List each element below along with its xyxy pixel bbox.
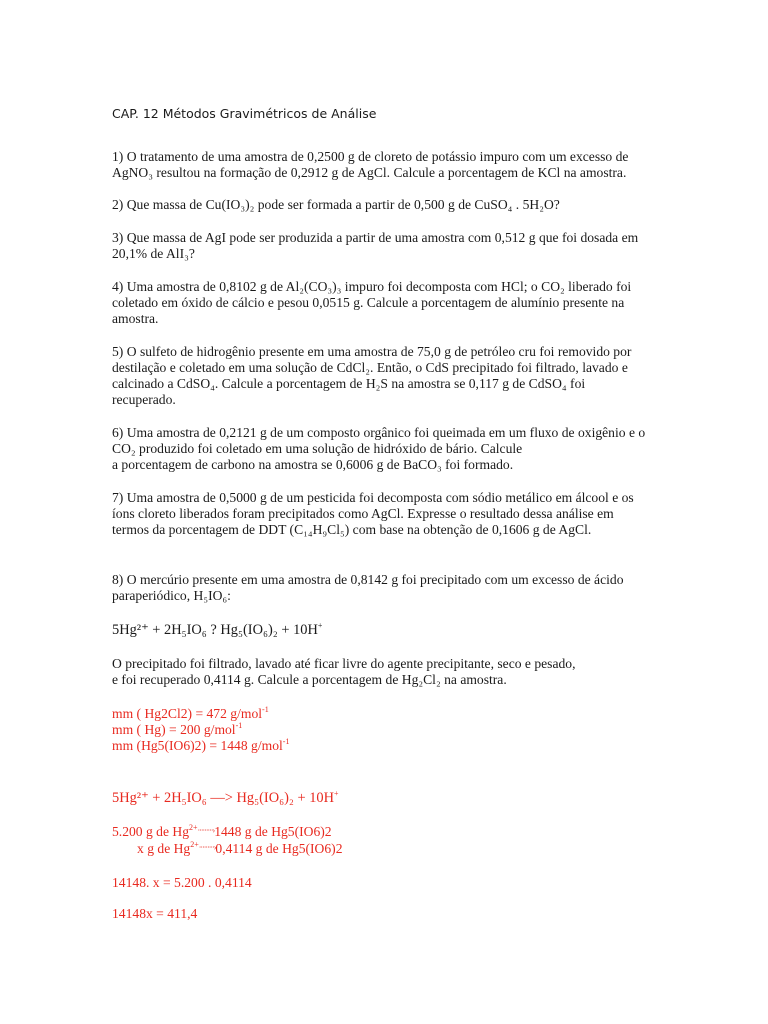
question-2-line-1: 2) Que massa de Cu(IO₃)₂ pode ser formada a partir de 0,500 g de CuSO₄ . 5H₂O? (112, 197, 560, 212)
molar-mass-hg5io62: mm (Hg5(IO6)2) = 1448 g/mol$^{-1}$ (112, 737, 290, 753)
question-1-line-2: AgNO₃ resultou na formação de 0,2912 g de AgCl. Calcule a porcentagem de KCl na amostra. (112, 165, 627, 180)
question-3-line-2: 20,1% de AlI₃? (112, 246, 195, 261)
solution-reaction-equation: 5Hg²⁺ + 2H₅IO₆ —> Hg₅(IO₆)₂ + 10H+ (112, 789, 339, 806)
question-8-line-2: paraperiódico, H₅IO₆: (112, 588, 231, 603)
question-8-line-1: 8) O mercúrio presente em uma amostra de 0,8142 g foi precipitado com um excesso de ácido (112, 572, 624, 587)
ratio-line-2: x g de $Hg^{2+\cdot\cdot\cdot\cdot\cdot\cdot\cdot\cdot\cdot›}0,4114$ g de Hg5(IO6)2 (137, 840, 343, 856)
question-5-line-1: 5) O sulfeto de hidrogênio presente em uma amostra de 75,0 g de petróleo cru foi removido por (112, 344, 632, 359)
question-4-line-3: amostra. (112, 311, 159, 326)
question-7-line-3: termos da porcentagem de DDT (C₁₄H₉Cl₅) com base na obtenção de 0,1606 g de AgCl. (112, 522, 592, 537)
question-6-line-1: 6) Uma amostra de 0,2121 g de um composto orgânico foi queimada em um fluxo de oxigênio e o (112, 425, 646, 440)
question-5-line-3: calcinado a CdSO₄. Calcule a porcentagem de H₂S na amostra se 0,117 g de CdSO₄ foi (112, 376, 586, 391)
question-7-line-2: íons cloreto liberados foram precipitados como AgCl. Expresse o resultado dessa análise em (112, 506, 614, 521)
question-4-line-2: coletado em óxido de cálcio e pesou 0,0515 g. Calcule a porcentagem de alumínio presente na (112, 295, 625, 310)
question-5-line-4: recuperado. (112, 392, 176, 407)
molar-mass-hg2cl2: mm ( Hg2Cl2) = 472 g/mol$^{-1}$ (112, 705, 269, 721)
ratio-line-1: 5.200 g de $Hg^{2+\cdot\cdot\cdot\cdot\cdot\cdot\cdot\cdot\cdot›}1448$ g de Hg5(IO6)2 (112, 823, 332, 839)
question-4-line-1: 4) Uma amostra de 0,8102 g de Al₂(CO₃)₃ impuro foi decomposta com HCl; o CO₂ liberado foi (112, 279, 632, 294)
question-3-line-1: 3) Que massa de AgI pode ser produzida a partir de uma amostra com 0,512 g que foi dosada em (112, 230, 639, 245)
question-8-paragraph-line-2: e foi recuperado 0,4114 g. Calcule a porcentagem de Hg₂Cl₂ na amostra. (112, 672, 507, 687)
molar-mass-hg: mm ( Hg) = 200 g/mol$^{-1}$ (112, 721, 243, 737)
question-1-line-1: 1) O tratamento de uma amostra de 0,2500 g de cloreto de potássio impuro com um excesso de (112, 149, 629, 164)
question-8-paragraph-line-1: O precipitado foi filtrado, lavado até ficar livre do agente precipitante, seco e pesado, (112, 656, 576, 671)
reaction-equation: 5Hg²⁺ + 2H₅IO₆ ? Hg₅(IO₆)₂ + 10H+ (112, 621, 323, 638)
question-6-line-3: a porcentagem de carbono na amostra se 0,6006 g de BaCO₃ foi formado. (112, 457, 514, 472)
chapter-heading: CAP. 12 Métodos Gravimétricos de Análise (112, 106, 377, 121)
calculation-line-1: 14148. x = 5.200 . 0,4114 (112, 875, 252, 890)
reaction-equation-charge: + (317, 621, 323, 630)
dotted-arrow-icon: ·········› (197, 826, 215, 835)
question-5-line-2: destilação e coletado em uma solução de CdCl₂. Então, o CdS precipitado foi filtrado, lavado e (112, 360, 628, 375)
question-7-line-1: 7) Uma amostra de 0,5000 g de um pesticida foi decomposta com sódio metálico em álcool e os (112, 490, 634, 505)
dotted-arrow-icon: ·········› (198, 843, 216, 852)
calculation-line-2: 14148x = 411,4 (112, 906, 198, 921)
question-6-line-2: CO₂ produzido foi coletado em uma solução de hidróxido de bário. Calcule (112, 441, 523, 456)
